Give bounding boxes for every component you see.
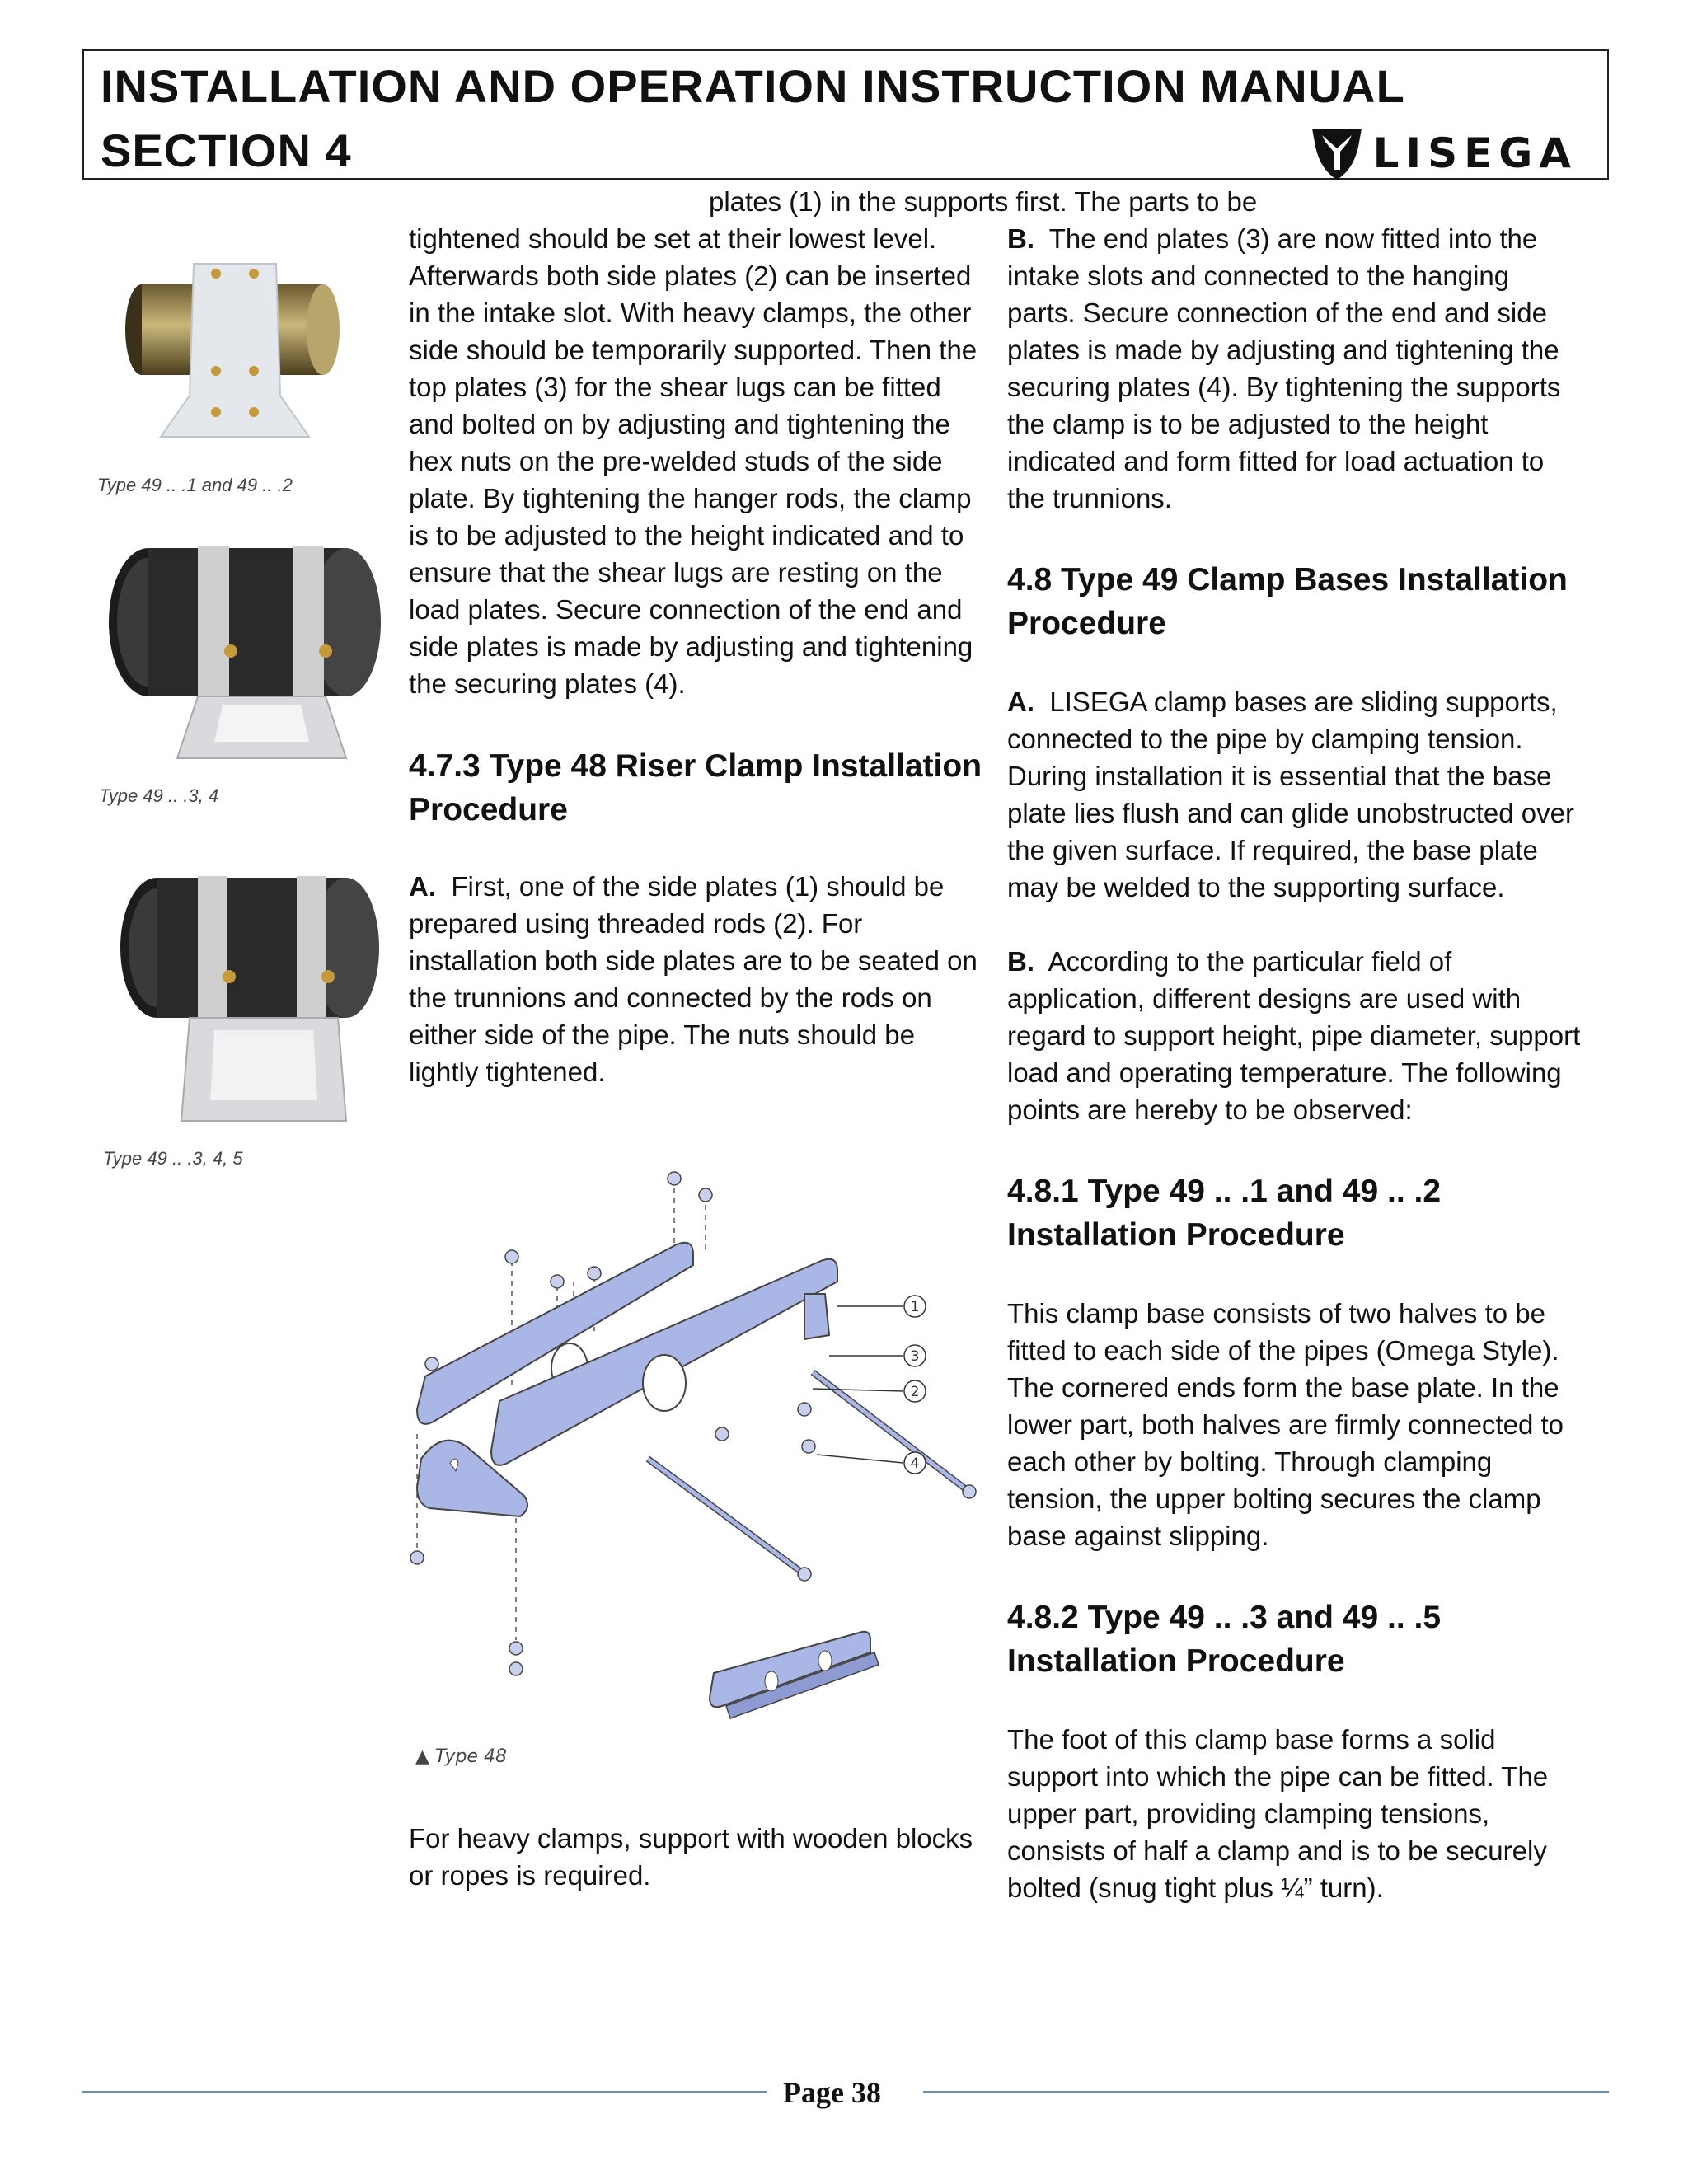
diagram-caption: ▲ Type 48 bbox=[415, 1746, 507, 1767]
lisega-logo bbox=[1307, 124, 1578, 183]
section-heading-4-7-3: 4.7.3 Type 48 Riser Clamp Installation Procedure bbox=[409, 748, 982, 827]
step-text: The end plates (3) are now fitted into the intake slots and connected to the hanging parts. Secure connection of the end and side plates is made by adjusting and tightening the securing plates (4). By tightening the supports the clamp is to be adjusted to the height indicated and form fitted for load actuation to the trunnions. bbox=[1007, 223, 1561, 513]
step-text: First, one of the side plates (1) should be prepared using threaded rods (2). For installation both side plates are to be seated on the trunnions and connected by the rods on either side of the pipe. The nuts should be lightly tightened. bbox=[409, 871, 978, 1087]
header-box bbox=[82, 49, 1609, 180]
clamp-photo-type49-3-4 bbox=[99, 532, 387, 779]
logo-text: LISEGA bbox=[1372, 129, 1578, 177]
step-label: B. bbox=[1007, 223, 1034, 254]
callout-label: 3 bbox=[910, 1348, 920, 1365]
callout-label: 4 bbox=[910, 1455, 920, 1472]
body-paragraph: For heavy clamps, support with wooden blocks or ropes is required. bbox=[409, 1823, 973, 1891]
body-paragraph: This clamp base consists of two halves to be fitted to each side of the pipes (Omega Style). The cornered ends form the base plate. In the lower part, both halves are firmly connected to each other by bolting. Through clamping tension, the upper bolting secures the clamp base against slipping. bbox=[1007, 1298, 1564, 1551]
step-text: LISEGA clamp bases are sliding supports, connected to the pipe by clamping tension. During installation it is essential that the base plate lies flush and can glide unobstructed over the given surface. If required, the base plate may be welded to the supporting surface. bbox=[1007, 687, 1574, 902]
footer-rule-right bbox=[923, 2091, 1609, 2093]
footer-rule-left bbox=[82, 2091, 767, 2093]
clamp-photo-type49-3-4-5 bbox=[111, 861, 392, 1125]
body-paragraph: The foot of this clamp base forms a solid support into which the pipe can be fitted. The upper part, providing clamping tensions, consists of half a clamp and is to be securely bolted (snug tight plus ¼” turn). bbox=[1007, 1724, 1549, 1903]
page-number: Page 38 bbox=[783, 2076, 881, 2109]
step-b-paragraph bbox=[1007, 943, 1584, 1128]
closing-note bbox=[409, 1820, 986, 1894]
body-paragraph: tightened should be set at their lowest level. Afterwards both side plates (2) can be inserted in the intake slot. With heavy clamps, the other side should be temporarily supported. Then the top plates (3) for the shear lugs can be fitted and bolted on by adjusting and tightening the hex nuts on the pre-welded studs of the side plate. By tightening the hanger rods, the clamp is to be adjusted to the height indicated and to ensure that the shear lugs are resting on the load plates. Secure connection of the end and side plates is made by adjusting and tightening the securing plates (4). bbox=[409, 223, 978, 699]
clamp-photo-type49-1-2 bbox=[124, 247, 346, 445]
section-heading-4-8-1: 4.8.1 Type 49 .. .1 and 49 .. .2 Installation Procedure bbox=[1007, 1174, 1442, 1253]
right-column bbox=[1007, 220, 1584, 1906]
step-label: B. bbox=[1007, 946, 1034, 977]
type48-exploded-diagram bbox=[409, 1162, 986, 1767]
manual-title: INSTALLATION AND OPERATION INSTRUCTION MANUAL bbox=[101, 60, 1405, 112]
callout-label: 1 bbox=[910, 1299, 920, 1315]
step-label: A. bbox=[1007, 687, 1034, 717]
photo-caption: Type 49 .. .1 and 49 .. .2 bbox=[97, 475, 293, 495]
section-heading-4-8: 4.8 Type 49 Clamp Bases Installation Procedure bbox=[1007, 562, 1568, 641]
middle-column bbox=[409, 220, 986, 1090]
step-a-paragraph bbox=[409, 868, 986, 1090]
step-text: According to the particular field of application, different designs are used with regard to support height, pipe diameter, support load and operating temperature. The following points are hereby to be observed: bbox=[1007, 946, 1581, 1125]
step-label: A. bbox=[409, 871, 436, 902]
continuation-text: plates (1) in the supports first. The parts to be bbox=[709, 186, 1258, 217]
step-b-paragraph bbox=[1007, 220, 1584, 517]
photo-caption: Type 49 .. .3, 4, 5 bbox=[103, 1148, 243, 1169]
step-a-paragraph bbox=[1007, 683, 1584, 906]
callout-label: 2 bbox=[910, 1384, 920, 1400]
section-title: SECTION 4 bbox=[101, 124, 352, 176]
lisega-shield-icon bbox=[1307, 124, 1367, 183]
section-heading-4-8-2: 4.8.2 Type 49 .. .3 and 49 .. .5 Installation Procedure bbox=[1007, 1600, 1442, 1679]
photo-caption: Type 49 .. .3, 4 bbox=[99, 785, 219, 806]
